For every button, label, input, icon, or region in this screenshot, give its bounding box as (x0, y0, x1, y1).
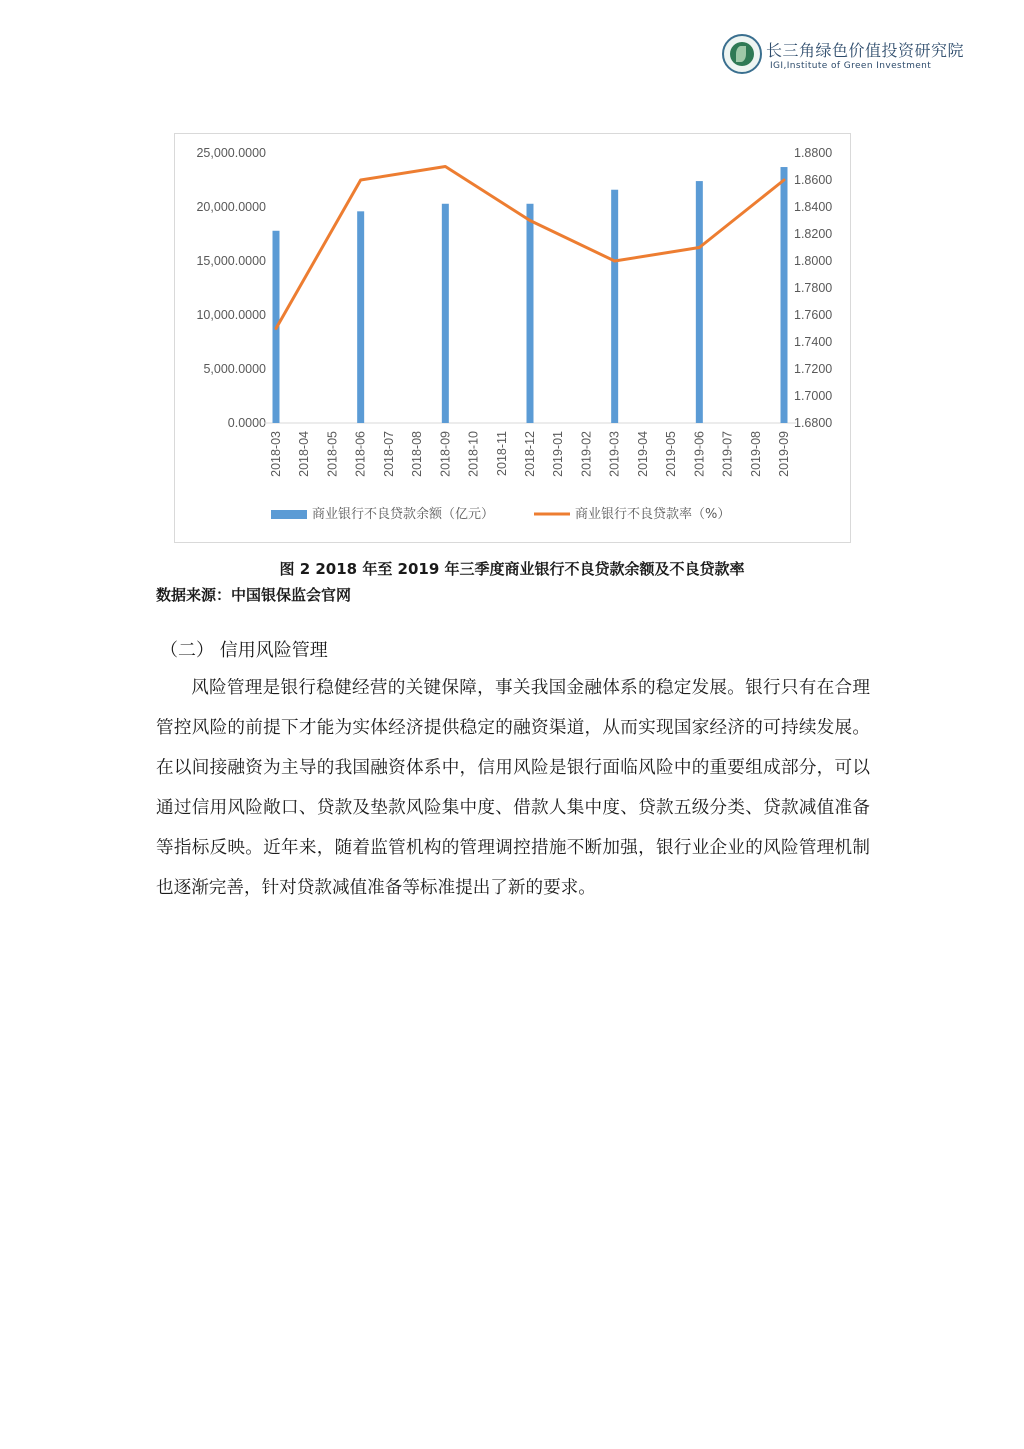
y-right-tick-label: 1.8000 (794, 254, 833, 268)
section-heading: （二） 信用风险管理 (160, 640, 328, 661)
x-tick-label: 2018-12 (523, 431, 537, 477)
y-right-tick-label: 1.8600 (794, 173, 833, 187)
y-left-tick-label: 0.0000 (227, 416, 266, 430)
x-tick-label: 2018-06 (353, 431, 368, 477)
x-tick-label: 2018-03 (269, 431, 283, 477)
body-paragraph: 风险管理是银行稳健经营的关键保障，事关我国金融体系的稳定发展。银行只有在合理管控风险的前提下才能为实体经济提供稳定的融资渠道，从而实现国家经济的可持续发展。在以间接融资为主导的我国融资体系中，信用风险是银行面临风险中的重要组成部分，可以通过信用风险敞口、贷款及垫款风险集中度、借款人集中度、贷款五级分类、贷款减值准备等指标反映。近年来，随着监管机构的管理调控措施不断加强，银行业企业的风险管理机制也逐渐完善，针对贷款减值准备等标准提出了新的要求。 (156, 678, 870, 898)
y-right-tick-label: 1.6800 (794, 416, 833, 430)
legend-label-bar: 商业银行不良贷款余额（亿元） (312, 507, 495, 522)
org-logo (722, 34, 992, 80)
y-right-tick-label: 1.8400 (794, 200, 833, 214)
y-left-tick-label: 20,000.0000 (196, 200, 266, 214)
y-right-tick-label: 1.7400 (794, 335, 833, 349)
x-tick-label: 2019-08 (748, 431, 763, 477)
y-right-tick-label: 1.7800 (794, 281, 833, 295)
data-source: 数据来源：中国银保监会官网 (156, 586, 352, 604)
x-tick-label: 2018-09 (438, 431, 453, 477)
y-right-tick-label: 1.7000 (794, 389, 833, 403)
x-tick-label: 2018-05 (325, 431, 340, 477)
y-right-tick-label: 1.7200 (794, 362, 833, 376)
bar (781, 167, 788, 423)
x-tick-label: 2018-11 (494, 431, 509, 476)
x-tick-label: 2018-07 (381, 431, 396, 477)
legend-label-line: 商业银行不良贷款率（%） (575, 507, 731, 522)
y-right-tick-label: 1.8200 (794, 227, 833, 241)
x-tick-label: 2018-04 (297, 431, 312, 477)
bar (442, 204, 449, 423)
y-right-tick-label: 1.7600 (794, 308, 833, 322)
bar (611, 190, 618, 423)
y-left-tick-label: 25,000.0000 (196, 146, 266, 160)
x-tick-label: 2019-03 (607, 431, 622, 477)
x-tick-label: 2019-04 (635, 431, 650, 477)
x-tick-label: 2019-01 (551, 431, 566, 477)
x-tick-label: 2019-06 (692, 431, 707, 477)
figure-caption: 图 2 2018 年至 2019 年三季度商业银行不良贷款余额及不良贷款率 (279, 560, 745, 578)
x-tick-label: 2018-10 (466, 431, 481, 477)
y-left-tick-label: 15,000.0000 (196, 254, 266, 268)
legend-swatch-bar (271, 510, 307, 519)
x-tick-label: 2018-08 (410, 431, 425, 477)
bar (357, 211, 364, 423)
org-name-en: IGI,Institute of Green Investment (770, 61, 932, 71)
npl-chart (174, 133, 851, 543)
y-right-tick-label: 1.8800 (794, 146, 833, 160)
logo-emblem-icon (722, 34, 762, 74)
org-name-cn: 长三角绿色价值投资研究院 (766, 41, 965, 60)
y-left-tick-label: 5,000.0000 (203, 362, 266, 376)
x-tick-label: 2019-02 (579, 431, 594, 477)
x-tick-label: 2019-09 (777, 431, 791, 477)
x-tick-label: 2019-05 (664, 430, 679, 477)
y-left-tick-label: 10,000.0000 (196, 308, 266, 322)
x-tick-label: 2019-07 (720, 431, 735, 477)
bar (696, 181, 703, 423)
bar (527, 204, 534, 423)
